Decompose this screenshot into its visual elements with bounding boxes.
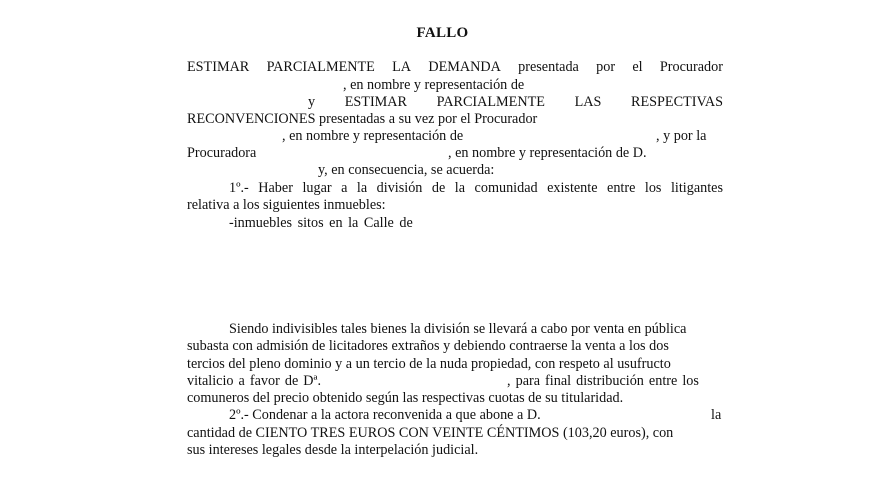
paragraph-3-line-3: sus intereses legales desde la interpelación judicial.	[187, 442, 479, 458]
text-line-10: -inmuebles sitos en la Calle de	[229, 215, 413, 231]
paragraph-3-line-1b: la	[711, 407, 722, 423]
text-line-8: 1º.- Haber lugar a la división de la comunidad existente entre los litigantes	[229, 180, 723, 196]
text-line-7: y, en consecuencia, se acuerda:	[318, 162, 495, 178]
text-line-3: y ESTIMAR PARCIALMENTE LAS RESPECTIVAS	[308, 94, 723, 110]
text-line-9: relativa a los siguientes inmuebles:	[187, 197, 386, 213]
paragraph-2-line-4a: vitalicio a favor de Dª.	[187, 373, 322, 389]
text-line-6b: , en nombre y representación de D.	[448, 145, 647, 161]
document-title: FALLO	[416, 25, 469, 41]
paragraph-2-line-2: subasta con admisión de licitadores extraños y debiendo contraerse la venta a los dos	[187, 338, 669, 354]
text-line-1: ESTIMAR PARCIALMENTE LA DEMANDA presentada por el Procurador	[187, 59, 723, 75]
text-line-5b: , y por la	[656, 128, 707, 144]
text-line-2: , en nombre y representación de	[343, 77, 525, 93]
paragraph-2-line-5: comuneros del precio obtenido según las respectivas cuotas de su titularidad.	[187, 390, 624, 406]
text-line-5a: , en nombre y representación de	[282, 128, 464, 144]
paragraph-2-line-3: tercios del pleno dominio y a un tercio de la nuda propiedad, con respeto al usufructo	[187, 356, 671, 372]
text-line-6a: Procuradora	[187, 145, 257, 161]
paragraph-2-line-4b: , para final distribución entre los	[507, 373, 699, 389]
paragraph-2-line-1: Siendo indivisibles tales bienes la división se llevará a cabo por venta en pública	[229, 321, 687, 337]
text-line-4: RECONVENCIONES presentadas a su vez por el Procurador	[187, 111, 538, 127]
paragraph-3-line-1a: 2º.- Condenar a la actora reconvenida a que abone a D.	[229, 407, 541, 423]
paragraph-3-line-2: cantidad de CIENTO TRES EUROS CON VEINTE CÉNTIMOS (103,20 euros), con	[187, 425, 674, 441]
